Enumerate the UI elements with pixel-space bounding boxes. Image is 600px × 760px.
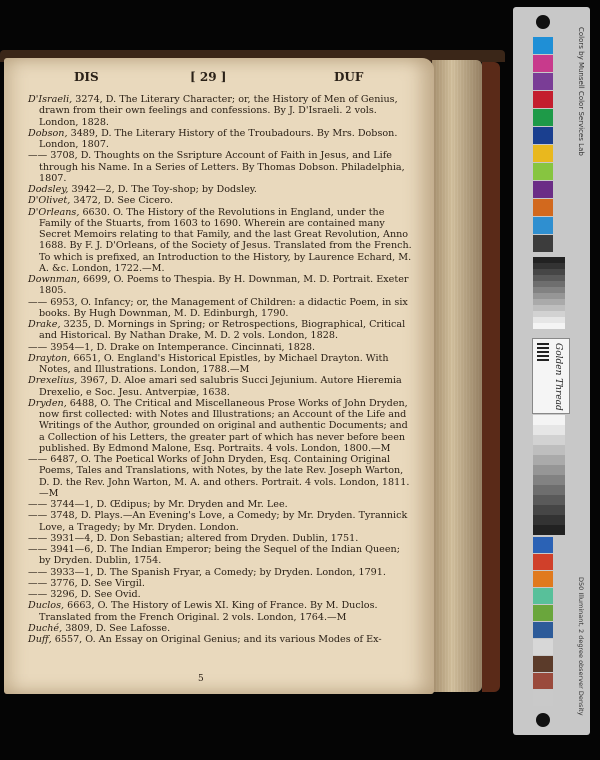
- color-swatch: [533, 181, 553, 198]
- catalog-entry: [28, 274, 412, 297]
- grey-swatch: [533, 415, 565, 425]
- entry-heading: Downman,: [28, 274, 80, 285]
- catalog-entry: [28, 128, 412, 151]
- running-header: [62, 68, 402, 88]
- entry-text: 3954—1, D. Drake on Intemperance. Cincinnati, 1828.: [47, 341, 316, 353]
- entry-heading: ——: [28, 510, 48, 522]
- catalog-entry: [28, 634, 412, 645]
- catalog-entry: [28, 578, 412, 589]
- book-spine: [482, 62, 500, 692]
- catalog-entry: [28, 150, 412, 184]
- color-swatch: [533, 217, 553, 234]
- entry-heading: Drake,: [28, 319, 61, 330]
- entry-heading: ——: [28, 454, 48, 465]
- entry-heading: ——: [28, 296, 48, 308]
- entry-heading: D'Israeli,: [28, 94, 73, 105]
- entry-text: 3489, D. The Literary History of the Troubadours. By Mrs. Dobson. London, 1807.: [39, 127, 398, 150]
- entry-heading: Duff,: [28, 634, 52, 645]
- entry-heading: ——: [28, 589, 48, 600]
- catalog-entry: [28, 184, 412, 195]
- entry-text: 3941—6, D. The Indian Emperor; being the Sequel of the Indian Queen; by Dryden. Dublin, 1754.: [39, 544, 400, 567]
- color-swatch: [533, 91, 553, 108]
- entry-text: 6651, O. England's Historical Epistles, by Michael Drayton. With Notes, and Illustrations. London, 1788.—M: [39, 352, 389, 375]
- entry-heading: Dodsley,: [28, 184, 69, 195]
- entry-text: 3967, D. Aloe amari sed salubris Succi Jejunium. Autore Hieremia Drexelio, e Soc. Jesu. Antverpiæ, 1638.: [39, 375, 402, 398]
- entry-heading: ——: [28, 150, 48, 162]
- entry-heading: ——: [28, 532, 48, 544]
- color-swatch: [533, 571, 553, 587]
- grey-swatch: [533, 465, 565, 475]
- entry-heading: Drayton,: [28, 352, 71, 364]
- catalog-entry: [28, 207, 412, 275]
- color-swatch: [533, 690, 553, 706]
- target-label-bottom: D50 Illuminant, 2 degree observer Density: [577, 577, 585, 716]
- entry-heading: ——: [28, 341, 48, 353]
- color-swatch: [533, 639, 553, 655]
- entry-heading: Duclos,: [28, 600, 65, 612]
- color-swatch: [533, 673, 553, 689]
- entry-text: 3931—4, D. Don Sebastian; altered from Dryden. Dublin, 1751.: [47, 532, 359, 544]
- grey-swatch: [533, 505, 565, 515]
- target-label: Colors by Munsell Color Services Lab: [577, 27, 585, 156]
- page-edges-shade: [432, 60, 482, 692]
- entry-heading: Dobson,: [28, 127, 68, 139]
- catalog-entry: [28, 510, 412, 533]
- color-swatch: [533, 554, 553, 570]
- entry-heading: ——: [28, 499, 48, 510]
- entry-heading: Duché,: [28, 622, 63, 634]
- grey-swatch: [533, 445, 565, 455]
- entry-text: 3933—1, D. The Spanish Fryar, a Comedy; by Dryden. London, 1791.: [47, 566, 386, 578]
- entry-text: 3472, D. See Cicero.: [70, 195, 174, 207]
- color-swatch: [533, 656, 553, 672]
- catalog-entry: [28, 533, 412, 544]
- entry-text: 3296, D. See Ovid.: [47, 589, 141, 600]
- color-swatch: [533, 235, 553, 252]
- color-swatch: [533, 37, 553, 54]
- grey-swatch: [533, 475, 565, 485]
- catalog-entry: [28, 195, 412, 206]
- color-swatch: [533, 127, 553, 144]
- entry-text: 3274, D. The Literary Character; or, the History of Men of Genius, drawn from their own feelings and confessions. By J. D'Israeli. 2 vols. London, 1828.: [39, 94, 398, 128]
- entry-heading: ——: [28, 566, 48, 578]
- entry-text: 6699, O. Poems to Thespia. By H. Downman, M. D. Portrait. Exeter 1805.: [39, 274, 409, 297]
- header-right: DUF: [334, 70, 364, 84]
- color-swatch: [533, 605, 553, 621]
- entry-text: 6487, O. The Poetical Works of John Dryden, Esq. Containing Original Poems, Tales and Translations, with Notes, by the late Rev. Joseph Warton, D. D. the Rev. John Warton, M. A. and others. Portrait. 4 vols. London, 1811.—M: [39, 454, 410, 499]
- catalog-entry: [28, 297, 412, 320]
- catalog-entry: [28, 623, 412, 634]
- catalog-entry: [28, 454, 412, 499]
- catalog-entry: [28, 353, 412, 376]
- entry-heading: ——: [28, 544, 48, 555]
- grey-swatch: [533, 515, 565, 525]
- entry-text: 6557, O. An Essay on Original Genius; and its various Modes of Ex-: [51, 634, 382, 645]
- entry-heading: D'Orleans,: [28, 206, 80, 218]
- header-left: DIS: [74, 70, 99, 84]
- color-swatch: [533, 145, 553, 162]
- entry-text: 6663, O. The History of Lewis XI. King of France. By M. Duclos. Translated from the French Original. 2 vols. London, 1764.—M: [39, 600, 378, 623]
- entry-text: 6630. O. The History of the Revolutions in England, under the Family of the Stuarts, from 1603 to 1690. Wherein are contained many Secret Memoirs relating to that Family, and the last Great Revolution, Anno 1688. By F. J. D'Orleans, of the Society of Jesus. Translated from the French. To which is prefixed, an Introduction to the History, by Laurence Echard, M. A. &c. London, 1722.—M.: [39, 206, 412, 274]
- catalog-entry: [28, 544, 412, 567]
- catalog-entry: [28, 589, 412, 600]
- catalog-entry: [28, 499, 412, 510]
- color-swatch: [533, 199, 553, 216]
- catalog-entry: [28, 342, 412, 353]
- strip-hole-icon: [536, 15, 550, 29]
- signature-mark: 5: [198, 674, 204, 684]
- page-number: [ 29 ]: [190, 70, 227, 84]
- grey-swatch: [533, 435, 565, 445]
- color-swatch: [533, 588, 553, 604]
- catalog-entry: [28, 319, 412, 342]
- grey-swatch: [533, 323, 565, 329]
- entry-heading: ——: [28, 577, 48, 589]
- grey-swatch: [533, 485, 565, 495]
- entry-text: 3708, D. Thoughts on the Ssripture Account of Faith in Jesus, and Life through his Name. In a Series of Letters. By Thomas Dobson. Philadelphia, 1807.: [39, 150, 405, 184]
- grey-swatch: [533, 525, 565, 535]
- golden-thread-target: [532, 338, 570, 414]
- entry-text: 3744—1, D. Œdipus; by Mr. Dryden and Mr. Lee.: [47, 499, 288, 510]
- grey-swatch: [533, 455, 565, 465]
- golden-thread-label: Golden Thread: [553, 343, 563, 411]
- entry-text: 3776, D. See Virgil.: [47, 577, 145, 589]
- grey-swatch: [533, 425, 565, 435]
- entry-text: 3235, D. Mornings in Spring; or Retrospections, Biographical, Critical and Historical. By Nathan Drake, M. D. 2 vols. London, 1828.: [39, 319, 406, 342]
- grey-swatch: [533, 495, 565, 505]
- entry-text: 6953, O. Infancy; or, the Management of Children: a didactic Poem, in six books. By Hugh Downman, M. D. Edinburgh, 1790.: [39, 296, 408, 319]
- entry-text: 3748, D. Plays.—An Evening's Love, a Comedy; by Mr. Dryden. Tyrannick Love, a Tragedy; by Mr. Dryden. London.: [39, 510, 408, 533]
- entry-text: 3942—2, D. The Toy-shop; by Dodsley.: [68, 184, 257, 195]
- catalog-entry: [28, 567, 412, 578]
- strip-hole-icon: [536, 713, 550, 727]
- entry-heading: Drexelius,: [28, 375, 78, 387]
- color-swatch: [533, 55, 553, 72]
- color-swatch: [533, 109, 553, 126]
- catalog-entry: [28, 375, 412, 398]
- entry-heading: Dryden,: [28, 397, 67, 409]
- catalog-entry: [28, 600, 412, 623]
- color-swatch: [533, 622, 553, 638]
- catalog-entry: [28, 398, 412, 454]
- catalog-entry: [28, 94, 412, 128]
- resolution-bars-icon: [537, 343, 549, 363]
- entry-text: 6488, O. The Critical and Miscellaneous Prose Works of John Dryden, now first collected: with Notes and Illustrations; an Account of the Life and Writings of the Author, grounded on original and authentic Documents; and a Collection of his Letters, the greater part of which has never before been published. By Edmond Malone, Esq. Portraits. 4 vols. London, 1800.—M: [39, 397, 408, 454]
- catalog-entries: [28, 94, 412, 645]
- color-swatch: [533, 163, 553, 180]
- entry-text: 3809, D. See Lafosse.: [62, 622, 171, 634]
- color-swatch: [533, 73, 553, 90]
- color-swatch: [533, 537, 553, 553]
- entry-heading: D'Olivet,: [28, 195, 71, 207]
